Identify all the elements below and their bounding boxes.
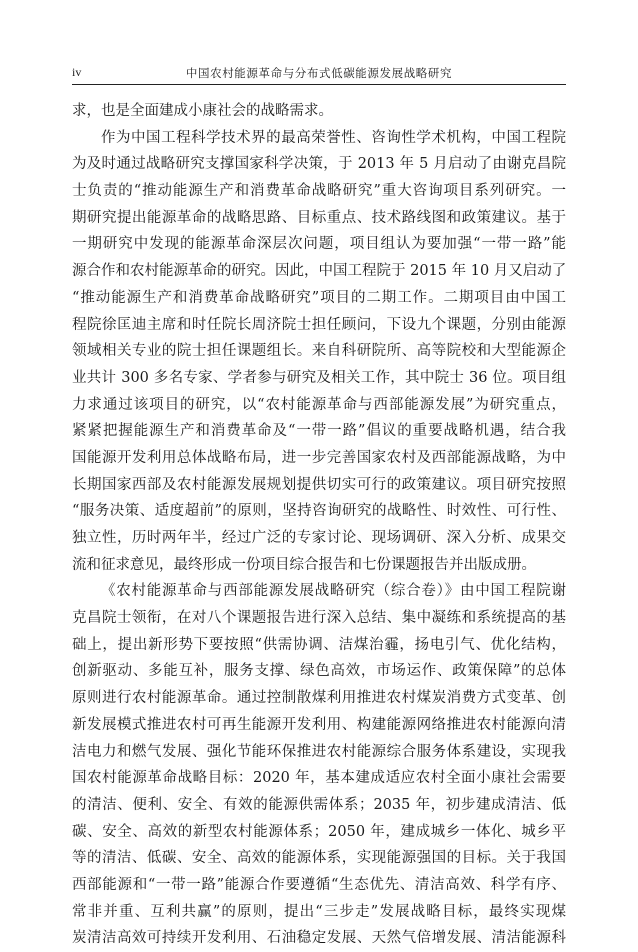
text-line: 业共计 300 多名专家、学者参与研究及相关工作，其中院士 36 位。项目组 xyxy=(72,369,566,386)
text-line: 长期国家西部及农村能源发展规划提供切实可行的政策建议。项目研究按照 xyxy=(72,476,566,493)
text-line: 为及时通过战略研究支撑国家科学决策，于 2013 年 5 月启动了由谢克昌院 xyxy=(72,156,566,173)
text-line: 作为中国工程科学技术界的最高荣誉性、咨询性学术机构，中国工程院 xyxy=(101,129,566,146)
text-line: 流和征求意见，最终形成一份项目综合报告和七份课题报告并出版成册。 xyxy=(72,556,536,573)
text-line: 《农村能源革命与西部能源发展战略研究（综合卷）》由中国工程院谢 xyxy=(101,583,566,600)
text-line: 碳、安全、高效的新型农村能源体系；2050 年，建成城乡一体化、城乡平 xyxy=(72,823,566,840)
text-line: 求，也是全面建成小康社会的战略需求。 xyxy=(72,103,333,119)
text-line: 紧紧把握能源生产和消费革命及“一带一路”倡议的重要战略机遇，结合我 xyxy=(72,423,566,440)
page-number: iv xyxy=(72,65,82,79)
text-line: 西部能源和“一带一路”能源合作要遵循“生态优先、清洁高效、科学有序、 xyxy=(72,876,566,893)
text-line: 础上，提出新形势下要按照“供需协调、洁煤治霾，扬电引气、优化结构， xyxy=(72,636,566,653)
text-line: 常非并重、互利共赢”的原则，提出“三步走”发展战略目标，最终实现煤 xyxy=(72,903,566,920)
text-line: 士负责的“推动能源生产和消费革命战略研究”重大咨询项目系列研究。一 xyxy=(72,183,566,200)
text-line: 等的清洁、低碳、安全、高效的能源体系，实现能源强国的目标。关于我国 xyxy=(72,850,566,867)
running-header xyxy=(72,62,566,85)
running-title: 中国农村能源革命与分布式低碳能源发展战略研究 xyxy=(185,66,453,80)
text-line: 国能源开发利用总体战略布局，进一步完善国家农村及西部能源战略，为中 xyxy=(72,449,566,466)
text-line: 一期研究中发现的能源革命深层次问题，项目组认为要加强“一带一路”能 xyxy=(72,236,566,253)
text-line: 程院徐匡迪主席和时任院长周济院士担任顾问，下设九个课题，分别由能源 xyxy=(72,316,566,333)
text-line: 炭清洁高效可持续开发利用、石油稳定发展、天然气倍增发展、清洁能源科 xyxy=(72,930,566,947)
text-line: 克昌院士领衔，在对八个课题报告进行深入总结、集中凝练和系统提高的基 xyxy=(72,610,566,627)
text-line: 新发展模式推进农村可再生能源开发利用、构建能源网络推进农村能源向清 xyxy=(72,716,566,733)
text-line: “服务决策、适度超前”的原则，坚持咨询研究的战略性、时效性、可行性、 xyxy=(72,503,566,520)
text-line: 领域相关专业的院士担任课题组长。来自科研院所、高等院校和大型能源企 xyxy=(72,343,566,360)
body-text xyxy=(72,98,566,952)
text-line: 国农村能源革命战略目标：2020 年，基本建成适应农村全面小康社会需要 xyxy=(72,770,566,787)
text-line: 的清洁、便利、安全、有效的能源供需体系；2035 年，初步建成清洁、低 xyxy=(72,796,566,813)
text-line: 创新驱动、多能互补，服务支撑、绿色高效，市场运作、政策保障”的总体 xyxy=(72,663,566,680)
text-line: “推动能源生产和消费革命战略研究”项目的二期工作。二期项目由中国工 xyxy=(72,289,566,306)
text-line: 独立性，历时两年半，经过广泛的专家讨论、现场调研、深入分析、成果交 xyxy=(72,530,566,546)
text-line: 源合作和农村能源革命的研究。因此，中国工程院于 2015 年 10 月又启动了 xyxy=(72,263,566,280)
text-line: 原则进行农村能源革命。通过控制散煤利用推进农村煤炭消费方式变革、创 xyxy=(72,690,566,707)
text-line: 期研究提出能源革命的战略思路、目标重点、技术路线图和政策建议。基于 xyxy=(72,209,566,226)
text-line: 洁电力和燃气发展、强化节能环保推进农村能源综合服务体系建设，实现我 xyxy=(72,743,566,760)
text-line: 力求通过该项目的研究，以“农村能源革命与西部能源发展”为研究重点， xyxy=(72,396,566,413)
